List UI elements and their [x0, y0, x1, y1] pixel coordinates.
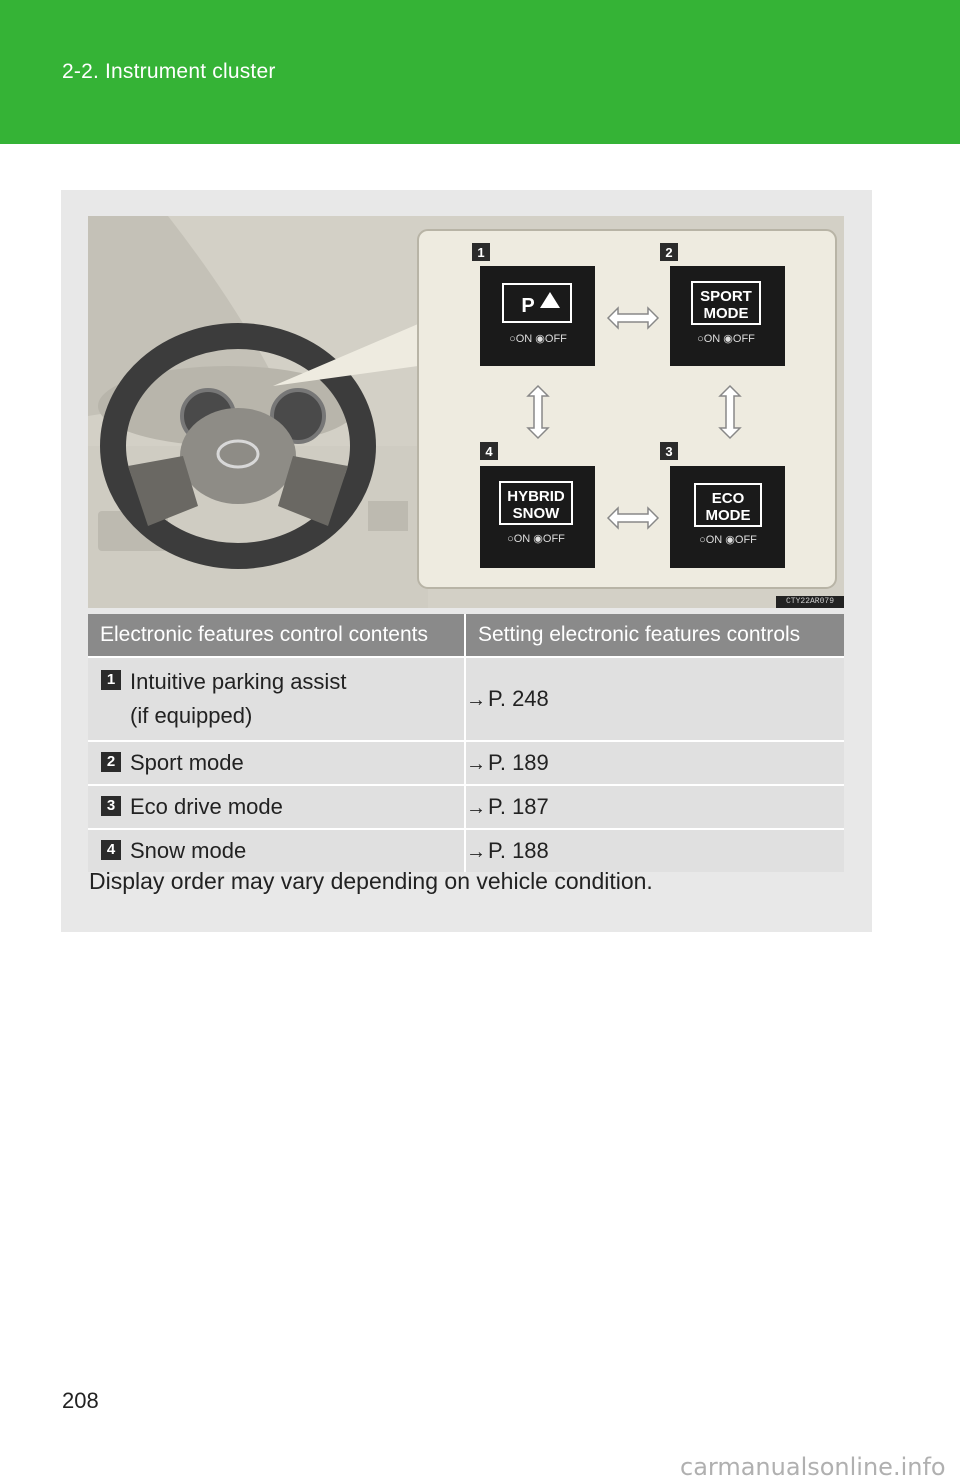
screen-2-num: 2: [665, 245, 673, 260]
section-title: 2-2. Instrument cluster: [62, 60, 276, 83]
table-row: [88, 829, 844, 872]
page-reference: P. 188: [488, 838, 549, 863]
feature-label: Intuitive parking assist: [130, 669, 347, 694]
arrow-right-icon: →: [466, 753, 486, 775]
display-order-note: Display order may vary depending on vehicle condition.: [89, 868, 653, 894]
cockpit-drawing: [88, 216, 844, 608]
page-number: 208: [62, 1388, 99, 1413]
screen-1-line1: P: [521, 295, 535, 317]
page-reference: P. 189: [488, 750, 549, 775]
number-badge: 1: [101, 670, 121, 690]
watermark-link[interactable]: carmanualsonline.info: [680, 1453, 946, 1481]
screen-2-status: ○ON ◉OFF: [697, 333, 755, 345]
features-table: [88, 614, 844, 872]
arrow-right-icon: →: [466, 797, 486, 819]
arrow-right-icon: →: [466, 841, 486, 863]
screen-4-status: ○ON ◉OFF: [507, 533, 565, 545]
table-row: [88, 785, 844, 829]
feature-label: Snow mode: [130, 838, 247, 863]
screen-4-line2: SNOW: [512, 505, 560, 522]
screen-3-num: 3: [665, 444, 673, 459]
screen-2-line1: SPORT: [700, 288, 752, 305]
screen-1-status: ○ON ◉OFF: [509, 333, 567, 345]
screen-3-line2: MODE: [705, 507, 751, 524]
screen-4-num: 4: [485, 444, 493, 459]
screen-4-line1: HYBRID: [507, 488, 565, 505]
page-reference: P. 248: [488, 686, 549, 711]
number-badge: 3: [101, 796, 121, 816]
table-header-settings: Setting electronic features controls: [465, 614, 844, 657]
illustration-code: CTY22AR079: [776, 596, 844, 608]
section-header-bar: [0, 0, 960, 144]
screen-1-num: 1: [477, 245, 485, 260]
table-row: [88, 741, 844, 785]
page-reference: P. 187: [488, 794, 549, 819]
cockpit-illustration: [88, 216, 844, 608]
screen-3-line1: ECO: [711, 490, 745, 507]
arrow-right-icon: →: [466, 689, 486, 711]
table-header-contents: Electronic features control contents: [88, 614, 465, 657]
feature-label: Sport mode: [130, 750, 244, 775]
table-header-row: [88, 614, 844, 657]
table-row: [88, 657, 844, 741]
feature-label: Eco drive mode: [130, 794, 283, 819]
feature-label-note: (if equipped): [130, 703, 253, 728]
screen-3-status: ○ON ◉OFF: [699, 534, 757, 546]
number-badge: 4: [101, 840, 121, 860]
screen-2-line2: MODE: [703, 305, 749, 322]
number-badge: 2: [101, 752, 121, 772]
